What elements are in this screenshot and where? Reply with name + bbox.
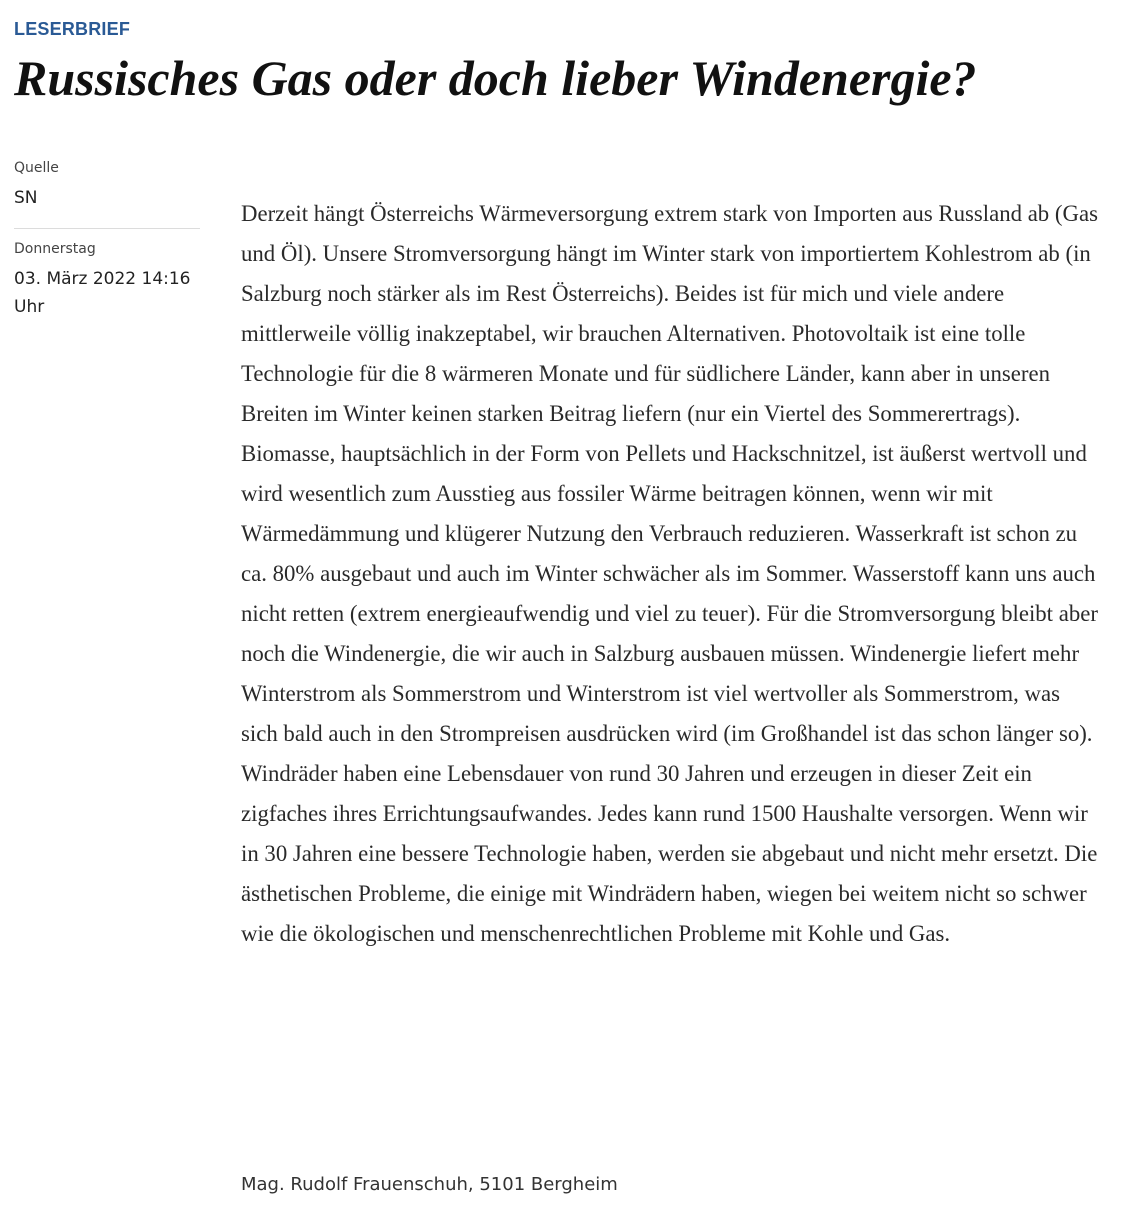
source-value: SN [14, 188, 38, 208]
article-kicker[interactable]: LESERBRIEF [14, 19, 131, 39]
article-body: Derzeit hängt Österreichs Wärmeversorgung extrem stark von Importen aus Russland ab (Gas und Öl). Unsere Stromversorgung hängt im Winter stark von importiertem Kohlestrom ab (in Salzburg noch stärker als im Rest Österreichs). Beides ist für mich und viele andere mittlerweile völlig inakzeptabel, wir brauchen Alternativen. Photovoltaik ist eine tolle Technologie für die 8 wärmeren Monate und für südlichere Länder, kann aber in unseren Breiten im Winter keinen starken Beitrag liefern (nur ein Viertel des Sommerertrags). Biomasse, hauptsächlich in der Form von Pellets und Hackschnitzel, ist äußerst wertvoll und wird wesentlich zum Ausstieg aus fossiler Wärme beitragen können, wenn wir mit Wärmedämmung und klügerer Nutzung den Verbrauch reduzieren. Wasserkraft ist schon zu ca. 80% ausgebaut und auch im Winter schwächer als im Sommer. Wasserstoff kann uns auch nicht retten (extrem energieaufwendig und viel zu teuer). Für die Stromversorgung bleibt aber noch die Windenergie, die wir auch in Salzburg ausbauen müssen. Windenergie liefert mehr Winterstrom als Sommerstrom und Winterstrom ist viel wertvoller als Sommerstrom, was sich bald auch in den Strompreisen ausdrücken wird (im Großhandel ist das schon länger so). Windräder haben eine Lebensdauer von rund 30 Jahren und erzeugen in dieser Zeit ein zigfaches ihres Errichtungsaufwandes. Jedes kann rund 1500 Haushalte versorgen. Wenn wir in 30 Jahren eine bessere Technologie haben, werden sie abgebaut und nicht mehr ersetzt. Die ästhetischen Probleme, die einige mit Windrädern haben, wiegen bei weitem nicht so schwer wie die ökologischen und menschenrechtlichen Probleme mit Kohle und Gas. [241, 201, 1098, 946]
meta-date [14, 239, 200, 321]
publish-date: 03. März 2022 14:16 Uhr [14, 269, 191, 317]
meta-source [14, 158, 200, 229]
article-headline: Russisches Gas oder doch lieber Windenergie? [14, 50, 977, 106]
article-author: Mag. Rudolf Frauenschuh, 5101 Bergheim [241, 1174, 618, 1195]
source-label: Quelle [14, 160, 59, 176]
weekday-label: Donnerstag [14, 241, 96, 257]
